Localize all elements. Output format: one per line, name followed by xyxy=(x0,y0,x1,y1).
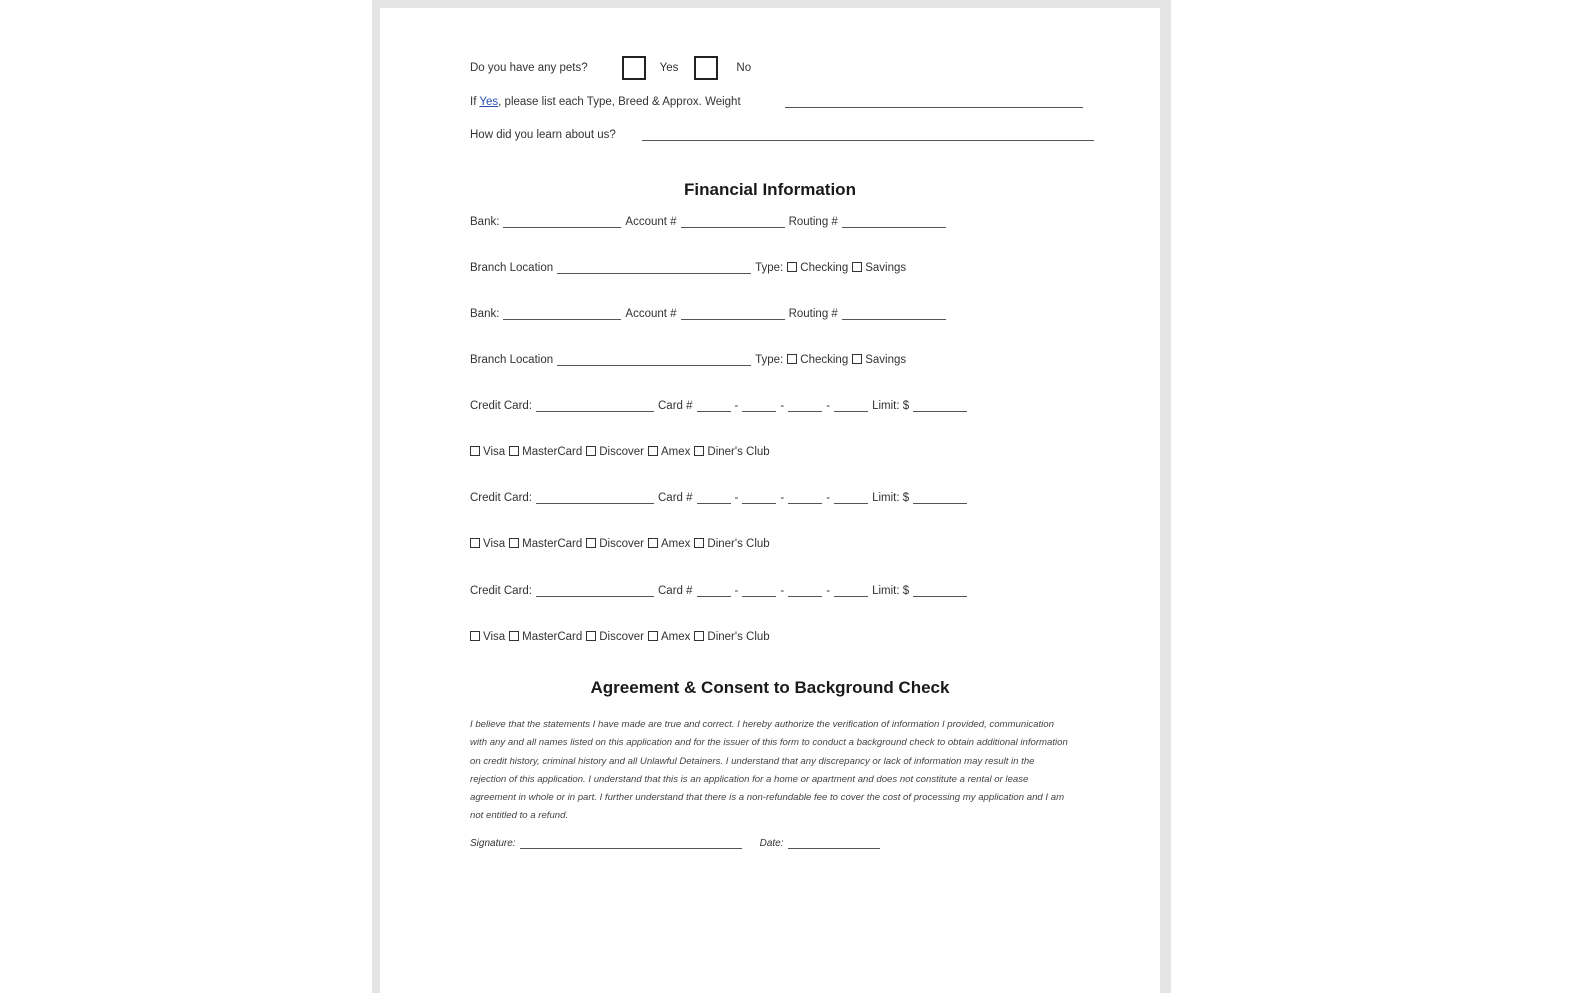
routing-field[interactable] xyxy=(842,309,946,320)
card-type-checkbox[interactable] xyxy=(509,631,519,641)
savings-checkbox[interactable] xyxy=(852,354,862,364)
learn-field[interactable] xyxy=(642,130,1094,141)
credit-card-field[interactable] xyxy=(536,586,654,597)
credit-card-row xyxy=(470,492,967,504)
card-number-label: Card # xyxy=(658,492,693,504)
card-type-checkbox[interactable] xyxy=(648,631,658,641)
limit-label: Limit: $ xyxy=(872,400,910,412)
dash: - xyxy=(734,400,739,412)
card-type-label: Visa xyxy=(483,631,506,643)
branch-row xyxy=(470,262,906,274)
card-type-row xyxy=(470,538,770,550)
card-type-option xyxy=(509,631,582,643)
pets-row xyxy=(470,56,751,80)
credit-card-label: Credit Card: xyxy=(470,400,532,412)
financial-title: Financial Information xyxy=(684,180,856,199)
card-number-part[interactable] xyxy=(742,401,776,412)
card-type-option xyxy=(648,631,690,643)
card-number-part[interactable] xyxy=(697,401,731,412)
card-type-option xyxy=(694,538,769,550)
card-number-part[interactable] xyxy=(834,401,868,412)
card-type-option xyxy=(586,631,644,643)
pets-list-field[interactable] xyxy=(785,97,1083,108)
dash: - xyxy=(734,585,739,597)
card-type-checkbox[interactable] xyxy=(648,538,658,548)
card-type-option xyxy=(470,446,505,458)
branch-field[interactable] xyxy=(557,355,751,366)
pets-question: Do you have any pets? xyxy=(470,62,588,74)
card-type-option xyxy=(509,446,582,458)
agreement-title: Agreement & Consent to Background Check xyxy=(590,678,950,697)
account-label: Account # xyxy=(625,308,677,320)
card-type-checkbox[interactable] xyxy=(694,446,704,456)
pets-no-label: No xyxy=(736,62,752,74)
credit-card-label: Credit Card: xyxy=(470,492,532,504)
card-type-checkbox[interactable] xyxy=(586,538,596,548)
card-type-label: Discover xyxy=(599,446,644,458)
dash: - xyxy=(826,585,831,597)
card-type-label: Amex xyxy=(660,538,691,550)
card-type-option xyxy=(694,631,769,643)
limit-label: Limit: $ xyxy=(872,585,910,597)
branch-field[interactable] xyxy=(557,263,751,274)
card-type-checkbox[interactable] xyxy=(509,538,519,548)
signature-label: Signature: xyxy=(470,838,516,849)
limit-field[interactable] xyxy=(913,401,967,412)
credit-card-label: Credit Card: xyxy=(470,585,532,597)
bank-label: Bank: xyxy=(470,308,500,320)
credit-card-row xyxy=(470,400,967,412)
card-type-label: Amex xyxy=(660,631,691,643)
card-number-label: Card # xyxy=(658,585,693,597)
account-field[interactable] xyxy=(681,309,785,320)
checking-checkbox[interactable] xyxy=(787,354,797,364)
card-type-checkbox[interactable] xyxy=(470,446,480,456)
branch-label: Branch Location xyxy=(470,262,554,274)
card-type-label: Diner's Club xyxy=(707,631,770,643)
bank-row xyxy=(470,308,946,320)
card-type-row xyxy=(470,631,770,643)
bank-row xyxy=(470,216,946,228)
card-type-label: MasterCard xyxy=(522,446,583,458)
card-number-part[interactable] xyxy=(788,493,822,504)
card-type-label: Diner's Club xyxy=(707,538,770,550)
limit-field[interactable] xyxy=(913,586,967,597)
card-type-option xyxy=(470,631,505,643)
card-number-part[interactable] xyxy=(742,586,776,597)
learn-row xyxy=(470,129,1094,141)
pets-yes-checkbox[interactable] xyxy=(622,56,646,80)
card-type-option xyxy=(470,538,505,550)
card-type-checkbox[interactable] xyxy=(648,446,658,456)
savings-checkbox[interactable] xyxy=(852,262,862,272)
pets-no-checkbox[interactable] xyxy=(694,56,718,80)
savings-label: Savings xyxy=(865,262,907,274)
account-field[interactable] xyxy=(681,217,785,228)
card-type-checkbox[interactable] xyxy=(694,538,704,548)
card-type-row xyxy=(470,446,770,458)
card-type-label: Visa xyxy=(483,446,506,458)
routing-field[interactable] xyxy=(842,217,946,228)
limit-field[interactable] xyxy=(913,493,967,504)
pets-yes-label: Yes xyxy=(659,62,679,74)
agreement-text: I believe that the statements I have made are true and correct. I hereby authorize the verification of information I provided, communication with any and all names listed on this application and for the issuer of this form to conduct a background check to obtain additional information on credit history, criminal history and all Unlawful Detainers. I understand that any discrepancy or lack of information may result in the rejection of this application. I understand that this is an application for a home or apartment and does not constitute a rental or lease agreement in whole or in part. I further understand that there is a non-refundable fee to cover the cost of processing my application and I am not entitled to a refund. xyxy=(470,719,1068,822)
card-type-option xyxy=(586,446,644,458)
checking-label: Checking xyxy=(800,354,849,366)
bank-field[interactable] xyxy=(503,217,621,228)
routing-label: Routing # xyxy=(788,216,838,228)
card-type-option xyxy=(648,446,690,458)
signature-row xyxy=(470,838,880,849)
card-type-checkbox[interactable] xyxy=(694,631,704,641)
dash: - xyxy=(734,492,739,504)
dash: - xyxy=(780,400,785,412)
card-number-part[interactable] xyxy=(697,493,731,504)
credit-card-field[interactable] xyxy=(536,493,654,504)
learn-label: How did you learn about us? xyxy=(470,129,616,141)
card-type-option xyxy=(694,446,769,458)
credit-card-field[interactable] xyxy=(536,401,654,412)
dash: - xyxy=(826,492,831,504)
card-number-part[interactable] xyxy=(834,586,868,597)
card-type-checkbox[interactable] xyxy=(586,446,596,456)
card-number-part[interactable] xyxy=(788,401,822,412)
card-type-option xyxy=(586,538,644,550)
card-type-label: MasterCard xyxy=(522,631,583,643)
card-number-part[interactable] xyxy=(788,586,822,597)
date-label: Date: xyxy=(759,838,784,849)
card-type-option xyxy=(648,538,690,550)
checking-label: Checking xyxy=(800,262,849,274)
card-type-checkbox[interactable] xyxy=(586,631,596,641)
account-label: Account # xyxy=(625,216,677,228)
dash: - xyxy=(780,585,785,597)
card-type-checkbox[interactable] xyxy=(509,446,519,456)
branch-label: Branch Location xyxy=(470,354,554,366)
dash: - xyxy=(826,400,831,412)
card-type-label: Visa xyxy=(483,538,506,550)
checking-checkbox[interactable] xyxy=(787,262,797,272)
type-label: Type: xyxy=(755,354,784,366)
card-type-label: Amex xyxy=(660,446,691,458)
credit-card-row xyxy=(470,585,967,597)
pets-list-row xyxy=(470,96,1083,108)
limit-label: Limit: $ xyxy=(872,492,910,504)
card-number-label: Card # xyxy=(658,400,693,412)
card-number-part[interactable] xyxy=(697,586,731,597)
card-type-label: MasterCard xyxy=(522,538,583,550)
card-type-checkbox[interactable] xyxy=(470,538,480,548)
card-type-option xyxy=(509,538,582,550)
type-label: Type: xyxy=(755,262,784,274)
card-number-part[interactable] xyxy=(834,493,868,504)
card-type-label: Discover xyxy=(599,631,644,643)
savings-label: Savings xyxy=(865,354,907,366)
branch-row xyxy=(470,354,906,366)
card-type-checkbox[interactable] xyxy=(470,631,480,641)
routing-label: Routing # xyxy=(788,308,838,320)
card-type-label: Discover xyxy=(599,538,644,550)
signature-field[interactable] xyxy=(520,838,742,849)
dash: - xyxy=(780,492,785,504)
card-type-label: Diner's Club xyxy=(707,446,770,458)
bank-label: Bank: xyxy=(470,216,500,228)
date-field[interactable] xyxy=(788,838,880,849)
bank-field[interactable] xyxy=(503,309,621,320)
pets-list-label: If Yes, please list each Type, Breed & Approx. Weight xyxy=(470,96,741,108)
card-number-part[interactable] xyxy=(742,493,776,504)
